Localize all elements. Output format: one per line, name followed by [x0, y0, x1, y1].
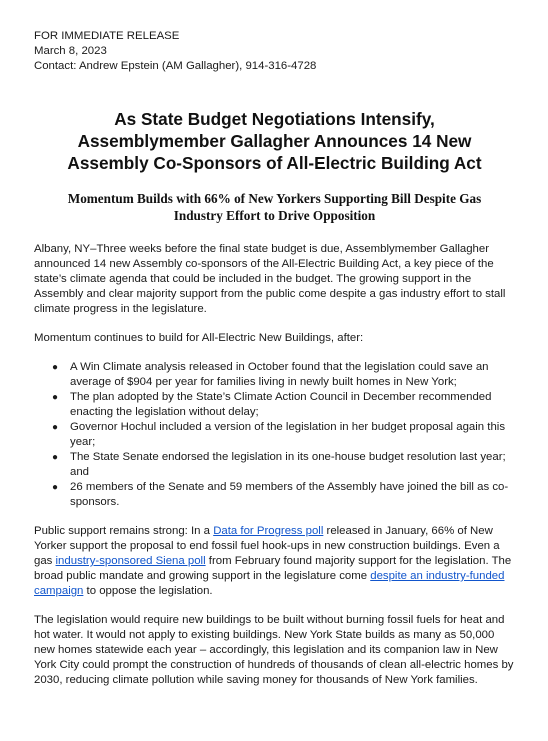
release-header — [34, 29, 515, 74]
list-item-text: The plan adopted by the State’s Climate Action Council in December recommended enacting the legislation without delay; — [70, 391, 492, 418]
title-line-1: As State Budget Negotiations Intensify, — [114, 109, 435, 129]
bullet-icon: ● — [52, 362, 59, 373]
contact-line: Contact: Andrew Epstein (AM Gallagher), 914-316-4728 — [34, 60, 317, 72]
list-item-text: Governor Hochul included a version of the legislation in her budget proposal again this year; — [70, 421, 506, 448]
list-item — [52, 390, 515, 420]
legislation-paragraph: The legislation would require new buildings to be built without burning fossil fuels for heat and hot water. It would not apply to existing buildings. New York State builds as many as 50,000 new homes statewide each year – accordingly, this legislation and its companion law in New York City could prompt the construction of hundreds of thousands of clean all-electric homes by 2030, reducing climate pollution while saving money for thousands of New York families. — [34, 614, 514, 686]
list-item-text: 26 members of the Senate and 59 members of the Assembly have joined the bill as co-sponsors. — [70, 481, 509, 508]
page-title — [34, 108, 515, 174]
release-label: FOR IMMEDIATE RELEASE — [34, 30, 180, 42]
bullet-icon: ● — [52, 392, 59, 403]
list-item — [52, 420, 515, 450]
release-date: March 8, 2023 — [34, 45, 107, 57]
data-for-progress-poll-link[interactable]: Data for Progress poll — [213, 525, 324, 537]
text-segment: to oppose the legislation. — [83, 585, 213, 597]
list-item-text: The State Senate endorsed the legislation in its one-house budget resolution last year; and — [70, 451, 506, 478]
subtitle: Momentum Builds with 66% of New Yorkers Supporting Bill Despite Gas Industry Effort to Drive Opposition — [67, 191, 482, 223]
list-item — [52, 450, 515, 480]
intro-paragraph: Albany, NY–Three weeks before the final state budget is due, Assemblymember Gallagher announced 14 new Assembly co-sponsors of the All-Electric Building Act, a key piece of the state’s climate agenda that could be included in the budget. The growing support in the Assembly and clear majority support from the public come despite a gas industry effort to stall climate progress in the legislature. — [34, 243, 506, 315]
title-line-3: Assembly Co-Sponsors of All-Electric Building Act — [67, 153, 482, 173]
title-line-2: Assemblymember Gallagher Announces 14 New — [77, 131, 472, 151]
public-support-paragraph — [34, 524, 515, 599]
text-segment: from February found majority support for the legislation. The broad public mandate and growing support in the legislature come — [34, 555, 512, 582]
text-segment: released in January, 66% of New Yorker support the proposal to end fossil fuel hook-ups in new construction buildings. Even a gas — [34, 525, 500, 567]
siena-poll-link[interactable]: industry-sponsored Siena poll — [55, 555, 206, 567]
momentum-list — [34, 360, 515, 510]
list-item-text: A Win Climate analysis released in October found that the legislation could save an average of $904 per year for families living in newly built homes in New York; — [70, 361, 489, 388]
list-item — [52, 360, 515, 390]
bullet-icon: ● — [52, 452, 59, 463]
bullet-icon: ● — [52, 422, 59, 433]
list-item — [52, 480, 515, 510]
momentum-paragraph: Momentum continues to build for All-Electric New Buildings, after: — [34, 332, 364, 344]
bullet-icon: ● — [52, 482, 59, 493]
industry-campaign-link[interactable]: despite an industry-funded campaign — [34, 570, 505, 597]
text-segment: Public support remains strong: In a — [34, 525, 214, 537]
